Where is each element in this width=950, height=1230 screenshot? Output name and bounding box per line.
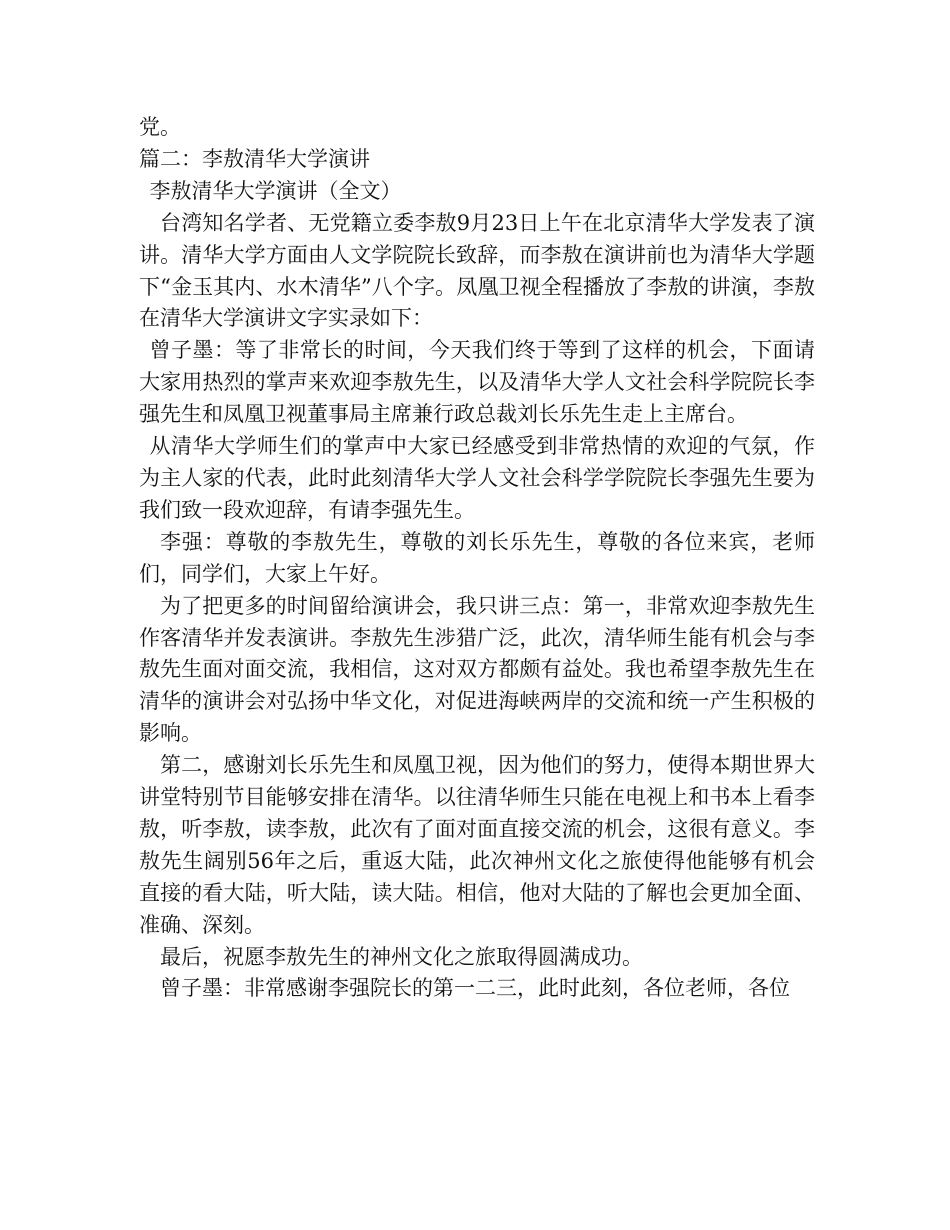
paragraph-point-two: 第二，感谢刘长乐先生和凤凰卫视，因为他们的努力，使得本期世界大讲堂特别节目能够安排在清华。以往清华师生只能在电视上和书本上看李敖，听李敖，读李敖，此次有了面对面直接交流的机会，这很有意义。李敖先生阔别56年之后，重返大陆，此次神州文化之旅使得他能够有机会直接的看大陆，听大陆，读大陆。相信，他对大陆的了解也会更加全面、准确、深刻。 xyxy=(139,753,815,937)
speech-title: 李敖清华大学演讲（全文） xyxy=(149,178,402,203)
paragraph-closing-wish: 最后，祝愿李敖先生的神州文化之旅取得圆满成功。 xyxy=(160,944,643,969)
section-heading: 篇二：李敖清华大学演讲 xyxy=(139,146,370,171)
paragraph-intro: 台湾知名学者、无党籍立委李敖9月23日上午在北京清华大学发表了演讲。清华大学方面由人文学院院长致辞，而李敖在演讲前也为清华大学题下“金玉其内、水木清华”八个字。凤凰卫视全程播放了李敖的讲演，李敖在清华大学演讲文字实录如下： xyxy=(139,210,815,331)
paragraph-host-opening: 曾子墨：等了非常长的时间，今天我们终于等到了这样的机会，下面请大家用热烈的掌声来欢迎李敖先生，以及清华大学人文社会科学院院长李强先生和凤凰卫视董事局主席兼行政总裁刘长乐先生走上主席台。 xyxy=(139,338,815,427)
paragraph-liqiang-greeting: 李强：尊敬的李敖先生，尊敬的刘长乐先生，尊敬的各位来宾，老师们，同学们，大家上午好。 xyxy=(139,529,815,586)
document-body xyxy=(139,112,815,1005)
paragraph-point-one: 为了把更多的时间留给演讲会，我只讲三点：第一，非常欢迎李敖先生作客清华并发表演讲。李敖先生涉猎广泛，此次，清华师生能有机会与李敖先生面对面交流，我相信，这对双方都颇有益处。我也希望李敖先生在清华的演讲会对弘扬中华文化，对促进海峡两岸的交流和统一产生积极的影响。 xyxy=(139,593,815,746)
paragraph-host-thanks: 曾子墨：非常感谢李强院长的第一二三，此时此刻，各位老师，各位 xyxy=(160,976,790,1001)
paragraph-continuation: 党。 xyxy=(139,115,181,139)
paragraph-host-welcome: 从清华大学师生们的掌声中大家已经感受到非常热情的欢迎的气氛，作为主人家的代表，此时此刻清华大学人文社会科学学院院长李强先生要为我们致一段欢迎辞，有请李强先生。 xyxy=(139,434,815,522)
